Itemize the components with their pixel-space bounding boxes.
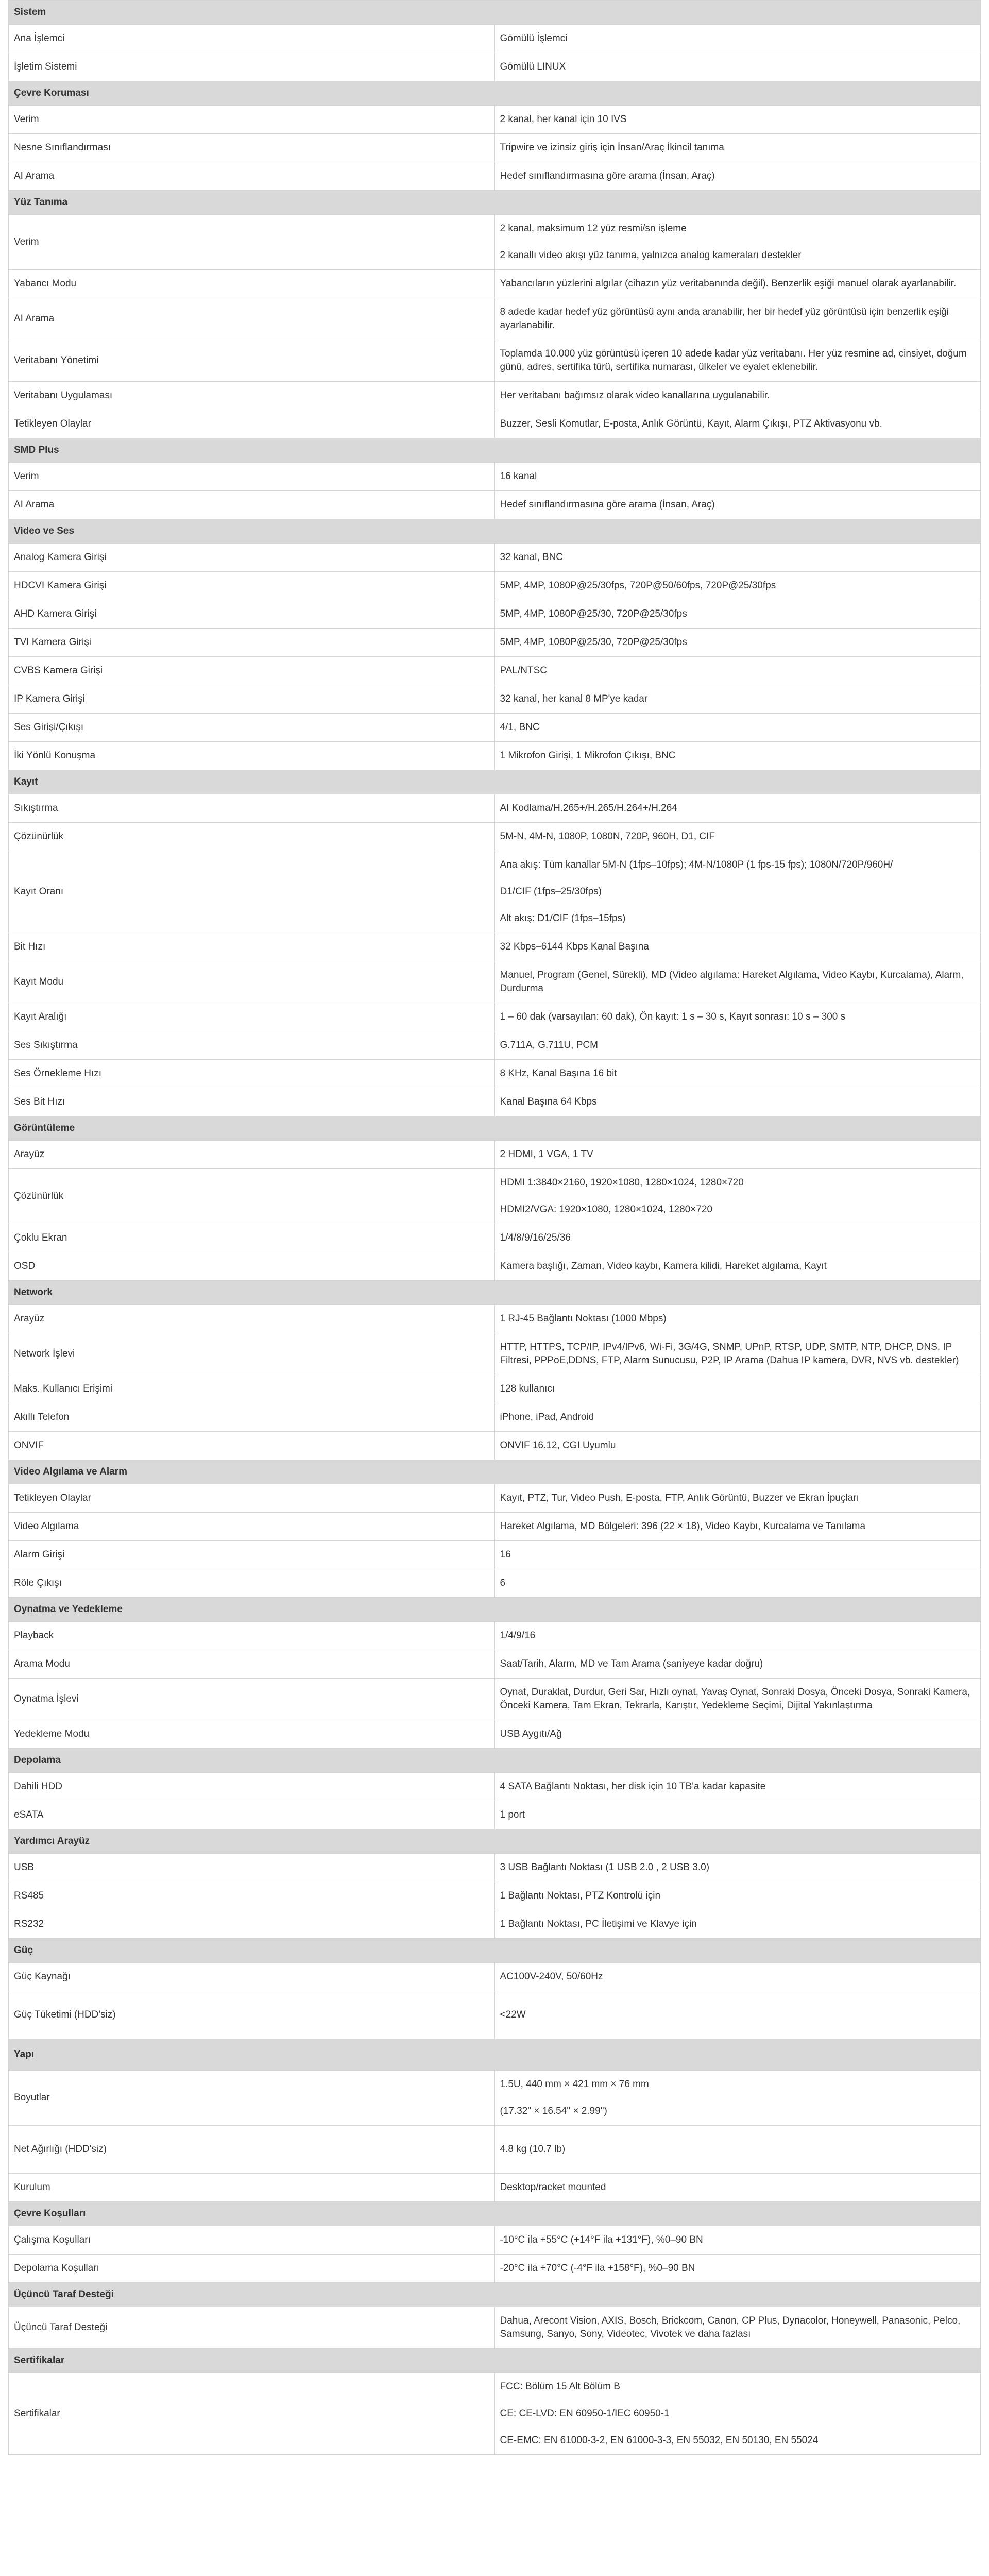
spec-row — [9, 1991, 981, 2039]
spec-row — [9, 1910, 981, 1939]
spec-row — [9, 1224, 981, 1252]
spec-label: Kayıt Aralığı — [9, 1003, 495, 1031]
spec-value-line: Tripwire ve izinsiz giriş için İnsan/Araç İkincil tanıma — [500, 142, 724, 153]
section-title: Sertifikalar — [9, 2349, 981, 2373]
spec-value — [494, 961, 981, 1003]
spec-value — [494, 25, 981, 53]
spec-value — [494, 1432, 981, 1460]
section-header — [9, 770, 981, 794]
spec-value — [494, 134, 981, 162]
spec-value-line: Gömülü LINUX — [500, 61, 566, 72]
spec-label: RS485 — [9, 1882, 495, 1910]
spec-row — [9, 134, 981, 162]
spec-label: Çözünürlük — [9, 1169, 495, 1224]
spec-row — [9, 657, 981, 685]
spec-row — [9, 851, 981, 933]
spec-table — [8, 0, 981, 2455]
spec-value — [494, 1484, 981, 1513]
spec-value-line: Hedef sınıflandırmasına göre arama (İnsan, Araç) — [500, 499, 715, 510]
section-header — [9, 1460, 981, 1484]
spec-value — [494, 2373, 981, 2455]
spec-value — [494, 714, 981, 742]
spec-label: RS232 — [9, 1910, 495, 1939]
spec-row — [9, 1031, 981, 1060]
spec-value-line: 8 KHz, Kanal Başına 16 bit — [500, 1068, 617, 1079]
spec-value — [494, 544, 981, 572]
spec-row — [9, 25, 981, 53]
spec-label: TVI Kamera Girişi — [9, 629, 495, 657]
spec-value-line: 1 Bağlantı Noktası, PC İletişimi ve Klavye için — [500, 1919, 697, 1929]
spec-value — [494, 1088, 981, 1116]
spec-label: Depolama Koşulları — [9, 2255, 495, 2283]
spec-label: Playback — [9, 1622, 495, 1650]
spec-value — [494, 298, 981, 340]
spec-label: Sıkıştırma — [9, 794, 495, 823]
spec-value-line: Kanal Başına 64 Kbps — [500, 1096, 597, 1107]
spec-label: Ses Sıkıştırma — [9, 1031, 495, 1060]
spec-value-line: HDMI2/VGA: 1920×1080, 1280×1024, 1280×720 — [500, 1204, 713, 1215]
spec-value — [494, 162, 981, 191]
spec-label: Network İşlevi — [9, 1333, 495, 1375]
spec-value — [494, 2071, 981, 2126]
spec-value — [494, 2255, 981, 2283]
spec-row — [9, 1305, 981, 1333]
spec-value-line: 1 – 60 dak (varsayılan: 60 dak), Ön kayıt: 1 s – 30 s, Kayıt sonrası: 10 s – 300 s — [500, 1011, 846, 1022]
spec-row — [9, 794, 981, 823]
section-header — [9, 1598, 981, 1622]
spec-value-line: G.711A, G.711U, PCM — [500, 1040, 598, 1050]
spec-value-line: CE-EMC: EN 61000-3-2, EN 61000-3-3, EN 55032, EN 50130, EN 55024 — [500, 2435, 819, 2446]
spec-label: HDCVI Kamera Girişi — [9, 572, 495, 600]
spec-value-line: 5M-N, 4M-N, 1080P, 1080N, 720P, 960H, D1, CIF — [500, 831, 715, 842]
spec-label: Analog Kamera Girişi — [9, 544, 495, 572]
spec-row — [9, 742, 981, 770]
section-header — [9, 1, 981, 25]
spec-row — [9, 1650, 981, 1679]
spec-row — [9, 1679, 981, 1720]
spec-label: Arayüz — [9, 1141, 495, 1169]
spec-value-line: AI Kodlama/H.265+/H.265/H.264+/H.264 — [500, 803, 677, 814]
spec-row — [9, 572, 981, 600]
spec-value-line: Yabancıların yüzlerini algılar (cihazın yüz veritabanında değil). Benzerlik eşiği manuel olarak ayarlanabilir. — [500, 278, 957, 289]
spec-label: Veritabanı Uygulaması — [9, 382, 495, 410]
spec-value-line: 2 kanal, her kanal için 10 IVS — [500, 114, 627, 125]
spec-value — [494, 1773, 981, 1801]
spec-row — [9, 410, 981, 438]
section-header — [9, 1116, 981, 1141]
spec-label: OSD — [9, 1252, 495, 1281]
spec-value — [494, 823, 981, 851]
spec-label: Çalışma Koşulları — [9, 2226, 495, 2255]
spec-value-line: iPhone, iPad, Android — [500, 1412, 594, 1422]
spec-value-line: 32 kanal, BNC — [500, 552, 564, 563]
spec-value — [494, 1963, 981, 1991]
section-title: Video Algılama ve Alarm — [9, 1460, 981, 1484]
spec-value-line: Oynat, Duraklat, Durdur, Geri Sar, Hızlı oynat, Yavaş Oynat, Sonraki Dosya, Önceki Dosya, Sonraki Kamera, Önceki Kamera, Tam Ekran, Tekrarla, Karıştır, Yedekleme Seçimi, Dijital Yakınlaştırma — [500, 1687, 970, 1711]
section-title: Yüz Tanıma — [9, 191, 981, 215]
spec-value — [494, 1003, 981, 1031]
spec-value-line: (17.32" × 16.54" × 2.99") — [500, 2106, 607, 2116]
spec-label: Verim — [9, 215, 495, 270]
spec-value — [494, 1801, 981, 1829]
spec-row — [9, 1252, 981, 1281]
spec-value — [494, 1141, 981, 1169]
section-header — [9, 81, 981, 106]
spec-value — [494, 2174, 981, 2202]
spec-label: Yedekleme Modu — [9, 1720, 495, 1749]
spec-row — [9, 1801, 981, 1829]
spec-row — [9, 53, 981, 81]
spec-value-line: 2 kanallı video akışı yüz tanıma, yalnızca analog kameraları destekler — [500, 250, 802, 261]
spec-value — [494, 933, 981, 961]
spec-value — [494, 657, 981, 685]
spec-row — [9, 340, 981, 382]
spec-label: Ses Bit Hızı — [9, 1088, 495, 1116]
spec-row — [9, 298, 981, 340]
spec-row — [9, 1882, 981, 1910]
spec-value-line: 5MP, 4MP, 1080P@25/30, 720P@25/30fps — [500, 608, 687, 619]
spec-row — [9, 1141, 981, 1169]
spec-row — [9, 2126, 981, 2174]
section-title: Çevre Koruması — [9, 81, 981, 106]
spec-row — [9, 600, 981, 629]
spec-value-line: 3 USB Bağlantı Noktası (1 USB 2.0 , 2 USB 3.0) — [500, 1862, 710, 1873]
spec-value-line: Her veritabanı bağımsız olarak video kanallarına uygulanabilir. — [500, 390, 770, 401]
spec-value-line: Dahua, Arecont Vision, AXIS, Bosch, Brickcom, Canon, CP Plus, Dynacolor, Honeywell, Panasonic, Pelco, Samsung, Sanyo, Sony, Videotec, Vivotek ve daha fazlası — [500, 2315, 961, 2340]
spec-label: Kayıt Oranı — [9, 851, 495, 933]
spec-value-line: 16 kanal — [500, 471, 537, 482]
spec-row — [9, 1773, 981, 1801]
spec-label: Verim — [9, 106, 495, 134]
spec-value — [494, 1060, 981, 1088]
spec-value — [494, 851, 981, 933]
spec-value — [494, 1650, 981, 1679]
spec-value — [494, 1333, 981, 1375]
spec-value-line: HDMI 1:3840×2160, 1920×1080, 1280×1024, 1280×720 — [500, 1177, 744, 1188]
spec-value — [494, 1854, 981, 1882]
spec-row — [9, 382, 981, 410]
spec-row — [9, 1720, 981, 1749]
spec-row — [9, 1622, 981, 1650]
spec-value-line: Desktop/racket mounted — [500, 2182, 606, 2193]
spec-row — [9, 1541, 981, 1569]
spec-value — [494, 742, 981, 770]
spec-value — [494, 106, 981, 134]
spec-label: AI Arama — [9, 162, 495, 191]
spec-value-line: 2 HDMI, 1 VGA, 1 TV — [500, 1149, 593, 1160]
spec-label: Röle Çıkışı — [9, 1569, 495, 1598]
spec-value-line: 1 port — [500, 1809, 525, 1820]
spec-label: Kurulum — [9, 2174, 495, 2202]
section-header — [9, 191, 981, 215]
spec-value-line: 1/4/8/9/16/25/36 — [500, 1232, 571, 1243]
spec-value — [494, 1882, 981, 1910]
spec-value-line: 16 — [500, 1549, 511, 1560]
spec-label: Sertifikalar — [9, 2373, 495, 2455]
spec-label: Video Algılama — [9, 1513, 495, 1541]
spec-label: Yabancı Modu — [9, 270, 495, 298]
spec-value-line: Hedef sınıflandırmasına göre arama (İnsan, Araç) — [500, 171, 715, 181]
product-drawings — [0, 2566, 989, 2576]
spec-value-line: 32 kanal, her kanal 8 MP'ye kadar — [500, 693, 648, 704]
spec-row — [9, 2373, 981, 2455]
spec-value-line: 1/4/9/16 — [500, 1630, 536, 1641]
spec-label: USB — [9, 1854, 495, 1882]
spec-row — [9, 685, 981, 714]
spec-label: Boyutlar — [9, 2071, 495, 2126]
spec-row — [9, 162, 981, 191]
spec-label: AI Arama — [9, 298, 495, 340]
spec-label: Maks. Kullanıcı Erişimi — [9, 1375, 495, 1403]
section-title: SMD Plus — [9, 438, 981, 463]
spec-row — [9, 2071, 981, 2126]
spec-label: Çözünürlük — [9, 823, 495, 851]
spec-row — [9, 2255, 981, 2283]
spec-row — [9, 270, 981, 298]
spec-row — [9, 823, 981, 851]
spec-value — [494, 2126, 981, 2174]
section-header — [9, 1939, 981, 1963]
spec-label: Arayüz — [9, 1305, 495, 1333]
spec-label: Oynatma İşlevi — [9, 1679, 495, 1720]
spec-label: Dahili HDD — [9, 1773, 495, 1801]
spec-value — [494, 794, 981, 823]
spec-value — [494, 685, 981, 714]
spec-row — [9, 544, 981, 572]
spec-label: Güç Tüketimi (HDD'siz) — [9, 1991, 495, 2039]
spec-value — [494, 491, 981, 519]
spec-value-line: 1 RJ-45 Bağlantı Noktası (1000 Mbps) — [500, 1313, 667, 1324]
spec-value-line: USB Aygıtı/Ağ — [500, 1728, 562, 1739]
spec-label: Net Ağırlığı (HDD'siz) — [9, 2126, 495, 2174]
spec-label: İşletim Sistemi — [9, 53, 495, 81]
spec-row — [9, 1854, 981, 1882]
section-title: Video ve Ses — [9, 519, 981, 544]
section-header — [9, 519, 981, 544]
spec-row — [9, 1963, 981, 1991]
spec-value-line: Kayıt, PTZ, Tur, Video Push, E-posta, FTP, Anlık Görüntü, Buzzer ve Ekran İpuçları — [500, 1493, 859, 1503]
spec-label: Nesne Sınıflandırması — [9, 134, 495, 162]
spec-row — [9, 933, 981, 961]
spec-label: CVBS Kamera Girişi — [9, 657, 495, 685]
section-title: Güç — [9, 1939, 981, 1963]
spec-row — [9, 1513, 981, 1541]
spec-value — [494, 1169, 981, 1224]
spec-label: Çoklu Ekran — [9, 1224, 495, 1252]
spec-value — [494, 1541, 981, 1569]
spec-label: Tetikleyen Olaylar — [9, 1484, 495, 1513]
spec-value-line: D1/CIF (1fps–25/30fps) — [500, 886, 602, 897]
spec-value-line: 1 Bağlantı Noktası, PTZ Kontrolü için — [500, 1890, 661, 1901]
spec-value — [494, 1305, 981, 1333]
spec-row — [9, 1403, 981, 1432]
spec-value — [494, 1910, 981, 1939]
spec-value-line: Ana akış: Tüm kanallar 5M-N (1fps–10fps); 4M-N/1080P (1 fps-15 fps); 1080N/720P/960H/ — [500, 859, 893, 870]
spec-label: Bit Hızı — [9, 933, 495, 961]
section-title: Oynatma ve Yedekleme — [9, 1598, 981, 1622]
spec-value — [494, 572, 981, 600]
section-header — [9, 1749, 981, 1773]
spec-value — [494, 1679, 981, 1720]
spec-value — [494, 2226, 981, 2255]
spec-row — [9, 491, 981, 519]
spec-value-line: 1 Mikrofon Girişi, 1 Mikrofon Çıkışı, BNC — [500, 750, 676, 761]
spec-value — [494, 1031, 981, 1060]
spec-row — [9, 1088, 981, 1116]
section-title: Üçüncü Taraf Desteği — [9, 2283, 981, 2307]
section-header — [9, 438, 981, 463]
spec-value-line: 5MP, 4MP, 1080P@25/30fps, 720P@50/60fps, 720P@25/30fps — [500, 580, 776, 591]
spec-row — [9, 215, 981, 270]
spec-value — [494, 1403, 981, 1432]
spec-value-line: HTTP, HTTPS, TCP/IP, IPv4/IPv6, Wi-Fi, 3G/4G, SNMP, UPnP, RTSP, UDP, SMTP, NTP, DHCP, DNS, IP Filtresi, PPPoE,DDNS, FTP, Alarm Sunucusu, P2P, IP Arama (Dahua IP kamera, DVR, NVS vb. destekler) — [500, 1342, 959, 1366]
section-title: Network — [9, 1281, 981, 1305]
spec-label: Tetikleyen Olaylar — [9, 410, 495, 438]
spec-value — [494, 1991, 981, 2039]
spec-row — [9, 2174, 981, 2202]
spec-value-line: -10°C ila +55°C (+14°F ila +131°F), %0–90 BN — [500, 2234, 703, 2245]
spec-row — [9, 106, 981, 134]
section-title: Kayıt — [9, 770, 981, 794]
spec-value — [494, 410, 981, 438]
spec-row — [9, 1375, 981, 1403]
spec-value-line: 5MP, 4MP, 1080P@25/30, 720P@25/30fps — [500, 637, 687, 648]
spec-value-line: 8 adede kadar hedef yüz görüntüsü aynı anda aranabilir, her bir hedef yüz görüntüsü için benzerlik eşiği ayarlanabilir. — [500, 307, 949, 331]
spec-value-line: Kamera başlığı, Zaman, Video kaybı, Kamera kilidi, Hareket algılama, Kayıt — [500, 1261, 827, 1272]
spec-row — [9, 1484, 981, 1513]
spec-value-line: <22W — [500, 2009, 526, 2020]
section-header — [9, 2349, 981, 2373]
spec-label: Ana İşlemci — [9, 25, 495, 53]
spec-value-line: 32 Kbps–6144 Kbps Kanal Başına — [500, 941, 649, 952]
spec-row — [9, 2307, 981, 2349]
spec-value — [494, 53, 981, 81]
spec-label: Akıllı Telefon — [9, 1403, 495, 1432]
spec-label: eSATA — [9, 1801, 495, 1829]
spec-label: Ses Örnekleme Hızı — [9, 1060, 495, 1088]
spec-row — [9, 1169, 981, 1224]
spec-label: Veritabanı Yönetimi — [9, 340, 495, 382]
spec-value — [494, 600, 981, 629]
spec-value-line: AC100V-240V, 50/60Hz — [500, 1971, 603, 1982]
spec-row — [9, 629, 981, 657]
spec-value — [494, 1224, 981, 1252]
spec-value — [494, 340, 981, 382]
spec-row — [9, 1060, 981, 1088]
spec-value — [494, 270, 981, 298]
spec-value-line: 128 kullanıcı — [500, 1383, 555, 1394]
section-header — [9, 1281, 981, 1305]
section-title: Görüntüleme — [9, 1116, 981, 1141]
spec-label: Üçüncü Taraf Desteği — [9, 2307, 495, 2349]
spec-value-line: 4 SATA Bağlantı Noktası, her disk için 10 TB'a kadar kapasite — [500, 1781, 766, 1792]
spec-row — [9, 1333, 981, 1375]
spec-value — [494, 382, 981, 410]
spec-value-line: Manuel, Program (Genel, Sürekli), MD (Video algılama: Hareket Algılama, Video Kaybı, Kurcalama), Alarm, Durdurma — [500, 970, 964, 994]
spec-value — [494, 1375, 981, 1403]
spec-value — [494, 1720, 981, 1749]
spec-label: Verim — [9, 463, 495, 491]
section-header — [9, 2039, 981, 2071]
section-title: Depolama — [9, 1749, 981, 1773]
spec-value — [494, 2307, 981, 2349]
spec-label: Kayıt Modu — [9, 961, 495, 1003]
section-title: Sistem — [9, 1, 981, 25]
spec-value-line: 4/1, BNC — [500, 722, 540, 733]
spec-value-line: Toplamda 10.000 yüz görüntüsü içeren 10 adede kadar yüz veritabanı. Her yüz resmine ad, cinsiyet, doğum günü, adres, sertifika türü, sertifika numarası, ülkeler ve eyalet eklenebilir. — [500, 348, 967, 372]
spec-value — [494, 1513, 981, 1541]
section-title: Yapı — [9, 2039, 981, 2071]
spec-row — [9, 1569, 981, 1598]
section-title: Çevre Koşulları — [9, 2202, 981, 2226]
spec-row — [9, 714, 981, 742]
spec-value-line: Saat/Tarih, Alarm, MD ve Tam Arama (saniyeye kadar doğru) — [500, 1658, 763, 1669]
spec-value-line: Alt akış: D1/CIF (1fps–15fps) — [500, 913, 626, 924]
spec-label: Arama Modu — [9, 1650, 495, 1679]
spec-value-line: FCC: Bölüm 15 Alt Bölüm B — [500, 2381, 620, 2392]
spec-value-line: Hareket Algılama, MD Bölgeleri: 396 (22 × 18), Video Kaybı, Kurcalama ve Tanılama — [500, 1521, 866, 1532]
spec-label: Güç Kaynağı — [9, 1963, 495, 1991]
spec-value-line: -20°C ila +70°C (-4°F ila +158°F), %0–90 BN — [500, 2263, 695, 2274]
section-header — [9, 2202, 981, 2226]
spec-row — [9, 2226, 981, 2255]
spec-value-line: PAL/NTSC — [500, 665, 548, 676]
spec-value-line: ONVIF 16.12, CGI Uyumlu — [500, 1440, 616, 1451]
spec-value-line: 4.8 kg (10.7 lb) — [500, 2144, 566, 2155]
spec-value — [494, 1622, 981, 1650]
spec-label: İki Yönlü Konuşma — [9, 742, 495, 770]
spec-label: AI Arama — [9, 491, 495, 519]
spec-value-line: 1.5U, 440 mm × 421 mm × 76 mm — [500, 2079, 649, 2090]
section-title: Yardımcı Arayüz — [9, 1829, 981, 1854]
spec-row — [9, 1003, 981, 1031]
spec-value — [494, 463, 981, 491]
section-header — [9, 1829, 981, 1854]
spec-label: Ses Girişi/Çıkışı — [9, 714, 495, 742]
spec-label: IP Kamera Girişi — [9, 685, 495, 714]
spec-value-line: Buzzer, Sesli Komutlar, E-posta, Anlık Görüntü, Kayıt, Alarm Çıkışı, PTZ Aktivasyonu vb. — [500, 418, 882, 429]
spec-row — [9, 463, 981, 491]
spec-value-line: 2 kanal, maksimum 12 yüz resmi/sn işleme — [500, 223, 687, 234]
spec-label: Alarm Girişi — [9, 1541, 495, 1569]
spec-value-line: CE: CE-LVD: EN 60950-1/IEC 60950-1 — [500, 2408, 670, 2419]
spec-value — [494, 215, 981, 270]
spec-value — [494, 1252, 981, 1281]
spec-value — [494, 1569, 981, 1598]
section-header — [9, 2283, 981, 2307]
spec-value-line: 6 — [500, 1578, 506, 1588]
spec-label: ONVIF — [9, 1432, 495, 1460]
spec-row — [9, 1432, 981, 1460]
spec-label: AHD Kamera Girişi — [9, 600, 495, 629]
spec-value — [494, 629, 981, 657]
spec-row — [9, 961, 981, 1003]
spec-value-line: Gömülü İşlemci — [500, 33, 568, 44]
